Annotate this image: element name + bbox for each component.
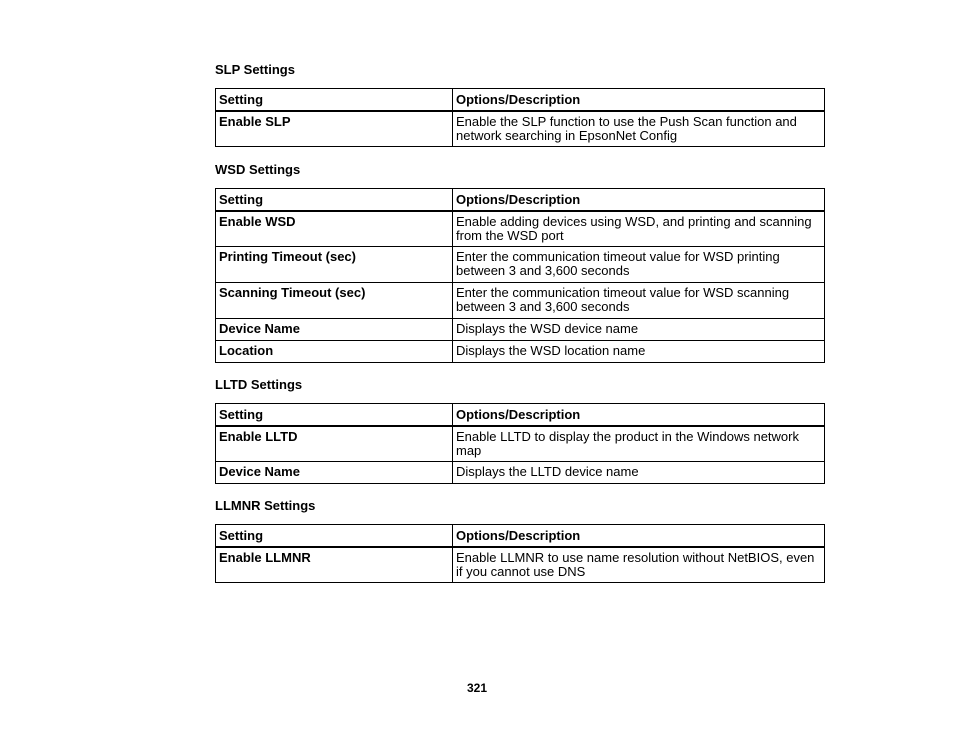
setting-name: Device Name	[216, 462, 453, 484]
table-row	[216, 283, 825, 319]
setting-description: Enable LLMNR to use name resolution without NetBIOS, even if you cannot use DNS	[453, 547, 825, 583]
table-row	[216, 247, 825, 283]
setting-description: Enable LLTD to display the product in the Windows network map	[453, 426, 825, 462]
slp-settings-table	[215, 88, 825, 147]
setting-name: Device Name	[216, 319, 453, 341]
section-title: SLP Settings	[215, 62, 295, 77]
setting-name: Enable SLP	[216, 111, 453, 147]
table-header-row	[216, 89, 825, 111]
setting-description: Displays the WSD device name	[453, 319, 825, 341]
wsd-settings-section	[215, 162, 824, 363]
page-number: 321	[466, 681, 488, 695]
table-header-row	[216, 189, 825, 211]
wsd-settings-table	[215, 188, 825, 363]
section-title: LLMNR Settings	[215, 498, 316, 513]
setting-name: Location	[216, 341, 453, 363]
table-row	[216, 341, 825, 363]
table-header-row	[216, 404, 825, 426]
setting-description: Enter the communication timeout value for WSD scanning between 3 and 3,600 seconds	[453, 283, 825, 319]
setting-name: Enable LLMNR	[216, 547, 453, 583]
column-header-description: Options/Description	[453, 189, 825, 211]
section-title: LLTD Settings	[215, 377, 303, 392]
setting-description: Enable the SLP function to use the Push Scan function and network searching in EpsonNet Config	[453, 111, 825, 147]
llmnr-settings-section	[215, 498, 824, 583]
setting-description: Displays the LLTD device name	[453, 462, 825, 484]
table-row	[216, 462, 825, 484]
setting-name: Scanning Timeout (sec)	[216, 283, 453, 319]
table-header-row	[216, 525, 825, 547]
setting-name: Printing Timeout (sec)	[216, 247, 453, 283]
section-title: WSD Settings	[215, 162, 301, 177]
column-header-setting: Setting	[216, 525, 453, 547]
llmnr-settings-table	[215, 524, 825, 583]
table-row	[216, 547, 825, 583]
column-header-setting: Setting	[216, 89, 453, 111]
column-header-description: Options/Description	[453, 404, 825, 426]
column-header-description: Options/Description	[453, 525, 825, 547]
setting-description: Displays the WSD location name	[453, 341, 825, 363]
lltd-settings-table	[215, 403, 825, 484]
column-header-setting: Setting	[216, 404, 453, 426]
setting-name: Enable LLTD	[216, 426, 453, 462]
setting-description: Enable adding devices using WSD, and printing and scanning from the WSD port	[453, 211, 825, 247]
column-header-description: Options/Description	[453, 89, 825, 111]
setting-name: Enable WSD	[216, 211, 453, 247]
table-row	[216, 319, 825, 341]
table-row	[216, 426, 825, 462]
column-header-setting: Setting	[216, 189, 453, 211]
table-row	[216, 211, 825, 247]
setting-description: Enter the communication timeout value for WSD printing between 3 and 3,600 seconds	[453, 247, 825, 283]
lltd-settings-section	[215, 377, 824, 484]
slp-settings-section	[215, 62, 824, 147]
table-row	[216, 111, 825, 147]
